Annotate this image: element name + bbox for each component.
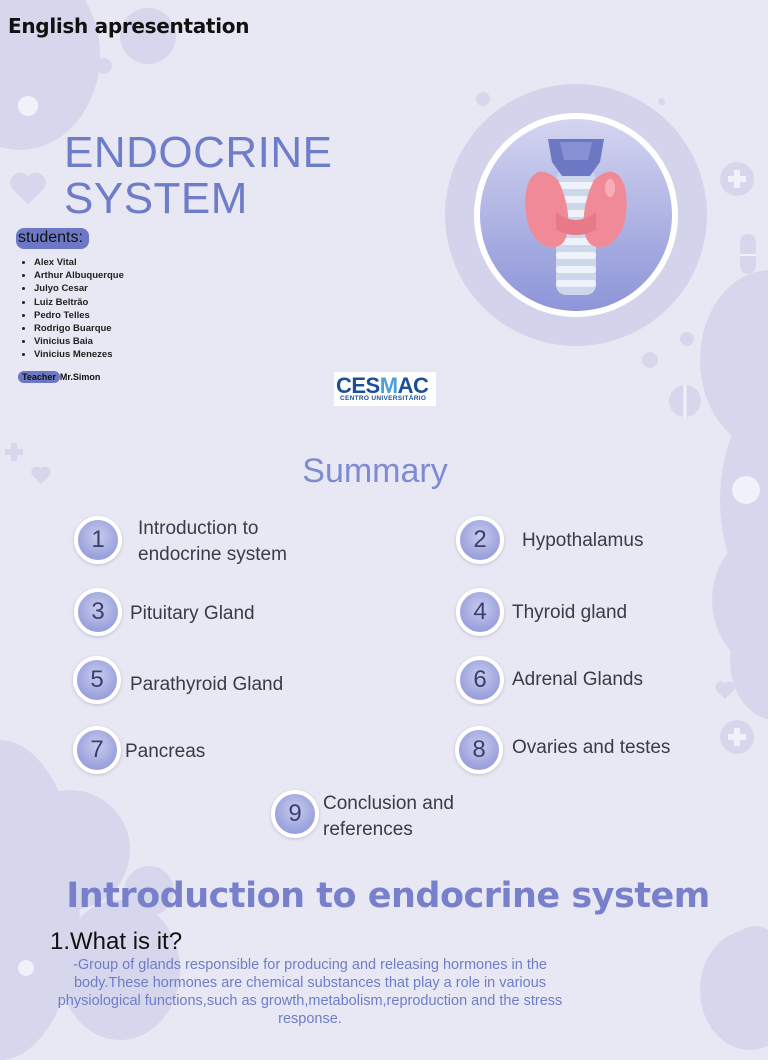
background-dot (18, 96, 38, 116)
summary-item-label: Thyroid gland (512, 602, 628, 623)
background-dot (642, 352, 658, 368)
list-item: • Julyo Cesar (34, 282, 124, 295)
summary-number-badge: 3 (74, 588, 122, 636)
cover-title-line: ENDOCRINE (64, 128, 333, 177)
presentation-title: English apresentation (8, 14, 250, 38)
summary-number-badge: 9 (271, 790, 319, 838)
list-item: • Arthur Albuquerque (34, 269, 124, 282)
students-label: students: (16, 228, 89, 249)
list-item: • Vinicius Menezes (34, 348, 124, 361)
student-list (22, 256, 124, 362)
cesmac-logo (334, 372, 436, 406)
background-dot (96, 58, 112, 74)
teacher-row (18, 372, 100, 382)
summary-number-badge: 6 (456, 656, 504, 704)
logo-wordmark: CESMAC (336, 373, 429, 398)
list-item: • Pedro Telles (34, 309, 124, 322)
medical-cross-icon (720, 720, 754, 754)
summary-item-label: Conclusion and references (323, 793, 454, 840)
summary-title: Summary (302, 452, 448, 490)
summary-item-label: Hypothalamus (522, 530, 644, 551)
section-heading: Introduction to endocrine system (66, 876, 710, 916)
list-item: • Rodrigo Buarque (34, 322, 124, 335)
summary-item-label: Parathyroid Gland (130, 674, 284, 695)
pill-icon (668, 384, 702, 418)
heart-icon (8, 170, 48, 206)
summary-item-label: Pancreas (125, 741, 206, 762)
background-dot (706, 962, 722, 978)
medical-cross-icon (720, 162, 754, 196)
intro-description: -Group of glands responsible for producing and releasing hormones in the body.These hormones are chemical substances that play a role in various physiological functions,such as growth,metabolism,reproduction and the stress response. (57, 957, 563, 1027)
summary-item-label: Introduction to endocrine system (138, 518, 287, 565)
teacher-name: Mr.Simon (59, 372, 101, 382)
heart-icon (714, 680, 736, 700)
cover-title-line: SYSTEM (64, 174, 248, 223)
summary-number-badge: 2 (456, 516, 504, 564)
summary-item-label: Ovaries and testes (512, 737, 671, 758)
list-item: • Luiz Beltrão (34, 296, 124, 309)
logo-subtitle: CENTRO UNIVERSITÁRIO (340, 395, 427, 402)
list-item: • Alex Vital (34, 256, 124, 269)
summary-number-badge: 8 (455, 726, 503, 774)
list-item: • Vinicius Baia (34, 335, 124, 348)
question-heading: 1.What is it? (50, 928, 183, 955)
cover-title (64, 130, 333, 222)
summary-number-badge: 1 (74, 516, 122, 564)
summary-item-label: Adrenal Glands (512, 669, 643, 690)
summary-number-badge: 5 (73, 656, 121, 704)
capsule-icon (738, 232, 758, 276)
summary-number-badge: 4 (456, 588, 504, 636)
background-dot (18, 960, 34, 976)
summary-item-label: Pituitary Gland (130, 603, 255, 624)
summary-number-badge: 7 (73, 726, 121, 774)
thyroid-illustration (444, 84, 708, 348)
teacher-label: Teacher (18, 371, 60, 383)
